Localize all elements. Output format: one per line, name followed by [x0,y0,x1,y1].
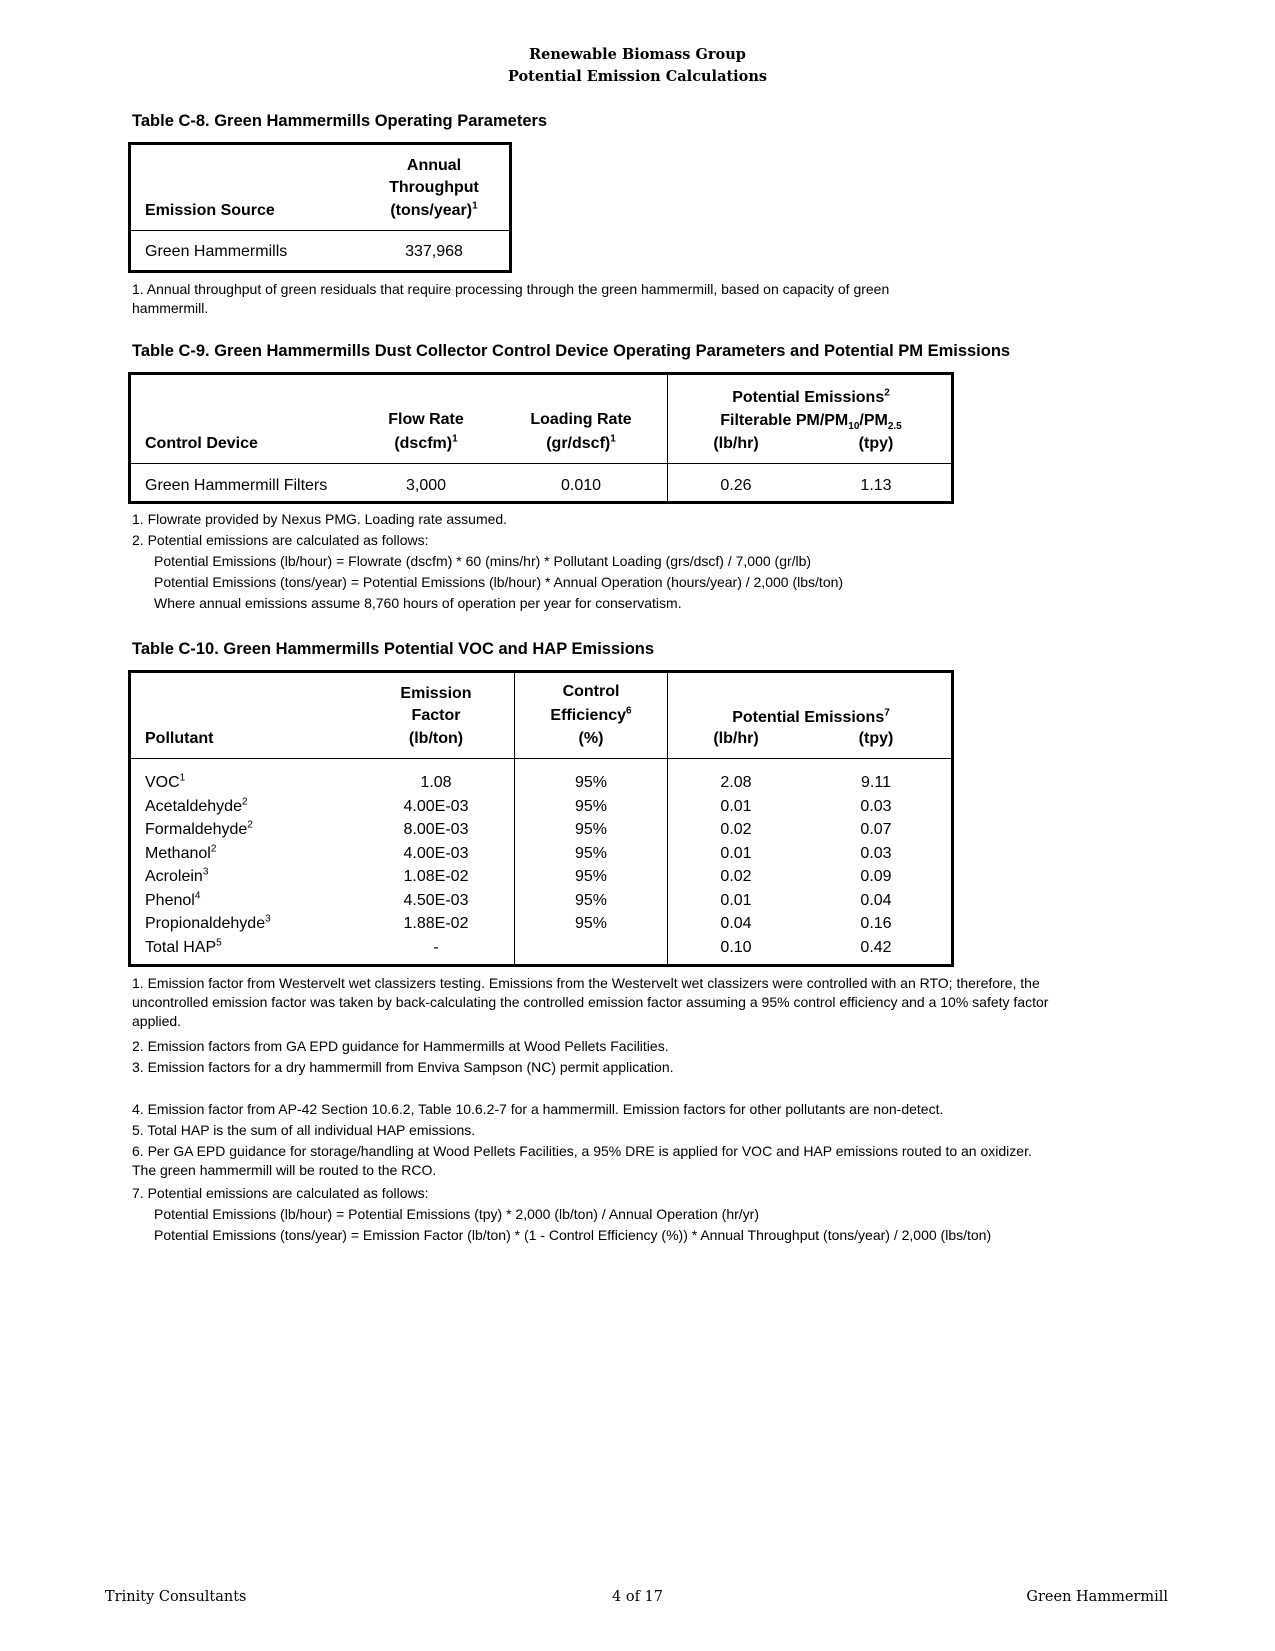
table-cell: 1.08 [420,774,452,791]
table-c9-col-potential: Potential Emissions$^2$ [732,387,890,406]
table-c8-note: 1. Annual throughput of green residuals that require processing through the green hammermill, based on capacity of green hammermill. [132,281,890,316]
table-cell: 95% [574,915,608,932]
table-c9-row-device: Green Hammermill Filters [145,477,328,494]
table-row: Propionaldehyde$^3$ [145,913,271,932]
table-cell: 95% [574,844,608,862]
table-row: Formaldehyde$^2$ [145,819,253,838]
table-c10-col-ce-3: (%) [578,730,604,747]
table-c9-row-load: 0.010 [560,477,602,494]
table-row: VOC$^1$ [145,772,186,791]
table-cell: 1.88E-02 [403,915,469,932]
table-c10-col-ce-1: Control [562,683,620,700]
table-c9-col-load-1: Loading Rate [530,411,632,428]
table-c9-note-1: 1. Flowrate provided by Nexus PMG. Loading rate assumed. [132,511,508,527]
table-c10-note-6: 6. Per GA EPD guidance for storage/handling at Wood Pellets Facilities, a 95% DRE is applied for VOC and HAP emissions routed to an oxidizer. The green hammermill will be routed to the RCO. [132,1143,1032,1178]
table-c10-ef-column [381,771,491,959]
table-row: Phenol$^4$ [145,890,201,909]
table-cell: 95% [574,774,608,791]
table-cell: 0.42 [860,938,892,956]
table-c9-col-tpy: (tpy) [858,435,894,452]
table-c10-note-3: 3. Emission factors for a dry hammermill from Enviva Sampson (NC) permit application. [132,1059,674,1075]
table-cell: 95% [574,821,608,838]
table-cell: 0.16 [860,915,892,932]
table-c10-col-ce-2: Efficiency$^6$ [550,705,632,724]
footer-company: Trinity Consultants [105,1589,247,1605]
table-c10-note-1: 1. Emission factor from Westervelt wet classizers testing. Emissions from the Westervelt wet classizers were controlled with an RTO; therefore, the uncontrolled emission factor was taken by back-calculating the controlled emission factor assuming a 95% control efficiency and a 10% safety factor applied. [132,975,1049,1029]
table-c9-col-lbhr: (lb/hr) [713,435,759,452]
table-c10-tpy-column [821,771,931,959]
footer-section: Green Hammermill [1026,1589,1168,1605]
table-row: Methanol$^2$ [145,843,217,862]
table-cell: 95% [574,868,608,885]
table-row: Total HAP$^5$ [145,937,222,956]
table-row: Acetaldehyde$^2$ [145,796,248,815]
table-c10-note-4: 4. Emission factor from AP-42 Section 10.6.2, Table 10.6.2-7 for a hammermill. Emission factors for other pollutants are non-detect. [132,1101,944,1117]
table-c8-title: Table C-8. Green Hammermills Operating Parameters [132,112,548,130]
table-c8 [128,142,512,273]
table-c10-note-5: 5. Total HAP is the sum of all individual HAP emissions. [132,1122,476,1138]
table-c9 [128,372,954,504]
document-header-company: Renewable Biomass Group [529,46,746,63]
table-c9-row-flow: 3,000 [405,477,447,494]
table-cell: 0.04 [860,891,892,909]
table-cell: 2.08 [720,774,752,791]
table-c10-col-ef-2: Factor [411,707,461,724]
table-c9-formula-3: Where annual emissions assume 8,760 hours of operation per year for conservatism. [154,595,682,611]
table-c9-col-load-2: (gr/dscf)$^1$ [546,433,616,452]
table-c9-col-flow-2: (dscfm)$^1$ [394,433,458,452]
table-c10 [128,670,954,967]
table-cell: 0.04 [720,915,752,932]
table-c9-note-2: 2. Potential emissions are calculated as follows: [132,532,429,548]
table-cell: 0.02 [720,868,752,885]
table-c10-formula-2: Potential Emissions (tons/year) = Emission Factor (lb/ton) * (1 - Control Efficiency (%)) * Annual Throughput (tons/year) / 2,000 (lbs/ton) [154,1227,992,1243]
table-c9-col-flow-1: Flow Rate [388,411,464,428]
table-cell: 8.00E-03 [403,821,469,838]
table-c8-col-throughput-3: (tons/year)$^1$ [390,200,478,219]
table-c9-title: Table C-9. Green Hammermills Dust Collector Control Device Operating Parameters and Potential PM Emissions [132,342,1011,360]
table-cell: 9.11 [861,774,891,791]
table-c9-formula-1: Potential Emissions (lb/hour) = Flowrate (dscfm) * 60 (mins/hr) * Pollutant Loading (grs/dscf) / 7,000 (gr/lb) [154,553,812,569]
table-c10-col-potential: Potential Emissions$^7$ [732,707,890,726]
table-c10-note-2: 2. Emission factors from GA EPD guidance for Hammermills at Wood Pellets Facilities. [132,1038,669,1054]
table-c10-ce-column [521,771,661,959]
table-c8-row-source: Green Hammermills [145,243,288,260]
table-cell: 0.10 [720,938,752,956]
footer-page-number: 4 of 17 [612,1589,663,1605]
table-c10-col-tpy: (tpy) [858,730,894,747]
table-c10-lbhr-column [671,771,801,959]
table-cell: 0.01 [720,844,752,862]
table-cell: 0.01 [720,891,752,909]
table-c8-col-throughput-1: Annual [406,157,462,174]
table-cell: 4.50E-03 [403,891,469,909]
table-cell: 4.00E-03 [403,797,469,815]
table-cell: 95% [574,891,608,909]
table-c9-col-filterable: Filterable $PM/PM_{10}/PM_{2.5}$ [720,412,902,433]
table-cell: 0.02 [720,821,752,838]
table-cell: 4.00E-03 [403,844,469,862]
table-c9-formula-2: Potential Emissions (tons/year) = Potential Emissions (lb/hour) * Annual Operation (hours/year) / 2,000 (lbs/ton) [154,574,844,590]
table-cell: 0.03 [860,844,892,862]
table-c10-col-pollutant: Pollutant [145,730,214,747]
table-c10-title: Table C-10. Green Hammermills Potential VOC and HAP Emissions [132,640,655,658]
table-c8-col-throughput-2: Throughput [389,179,479,196]
table-cell: 95% [574,797,608,815]
table-cell: - [433,938,439,956]
table-c9-col-device: Control Device [145,435,258,452]
table-cell: 0.07 [860,821,892,838]
table-c10-col-ef-3: (lb/ton) [408,730,464,747]
table-c10-col-ef-1: Emission [400,685,472,702]
table-cell: 0.01 [720,797,752,815]
table-cell: 1.08E-02 [403,868,469,885]
document-header-title: Potential Emission Calculations [507,68,768,85]
table-c8-row-value: 337,968 [405,243,463,260]
table-c8-col-source: Emission Source [145,202,275,219]
table-c10-col-lbhr: (lb/hr) [713,730,759,747]
table-c9-row-lbhr: 0.26 [720,477,752,494]
table-c10-note-7: 7. Potential emissions are calculated as follows: [132,1185,429,1201]
table-cell [521,936,661,960]
table-row: Acrolein$^3$ [145,866,209,885]
table-c9-row-tpy: 1.13 [860,477,892,494]
table-c10-pollutant-column [145,771,271,959]
table-c10-formula-1: Potential Emissions (lb/hour) = Potential Emissions (tpy) * 2,000 (lb/ton) / Annual Operation (hr/yr) [154,1206,759,1222]
table-cell: 0.09 [860,868,892,885]
table-cell: 0.03 [860,797,892,815]
